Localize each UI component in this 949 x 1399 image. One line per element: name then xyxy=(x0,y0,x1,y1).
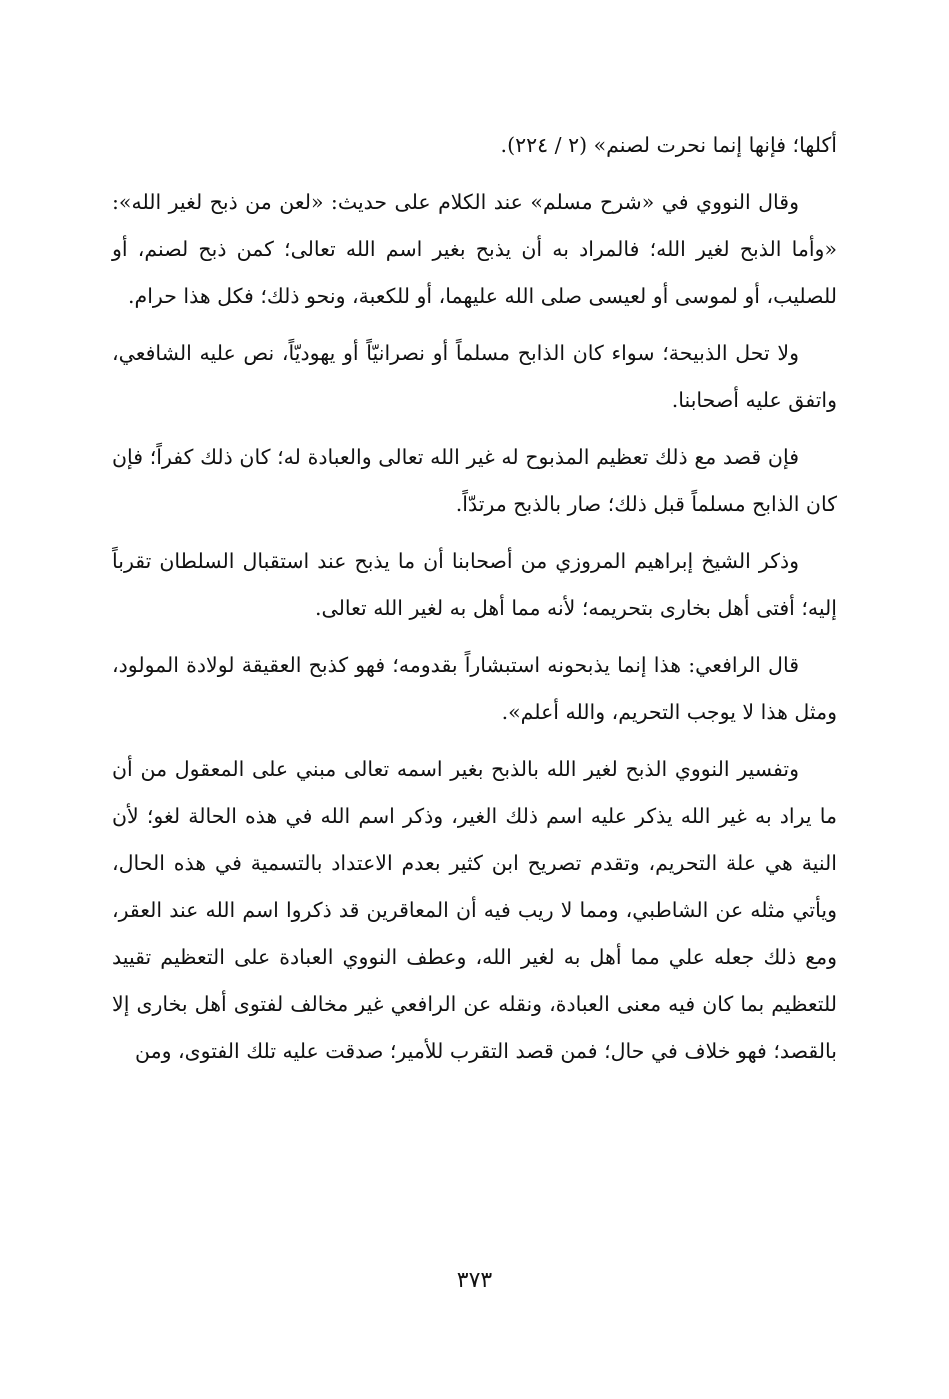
paragraph-3: ولا تحل الذبيحة؛ سواء كان الذابح مسلماً أو نصرانيّاً أو يهوديّاً، نص عليه الشافعي، واتفق عليه أصحابنا. xyxy=(112,341,837,412)
page-number: ٣٧٣ xyxy=(456,1268,493,1293)
paragraph-5: وذكر الشيخ إبراهيم المروزي من أصحابنا أن ما يذبح عند استقبال السلطان تقرباً إليه؛ أفتى أهل بخارى بتحريمه؛ لأنه مما أهل به لغير الله تعالى. xyxy=(112,549,837,620)
paragraph-6: قال الرافعي: هذا إنما يذبحونه استبشاراً بقدومه؛ فهو كذبح العقيقة لولادة المولود، ومثل هذا لا يوجب التحريم، والله أعلم». xyxy=(112,653,837,724)
paragraph-4: فإن قصد مع ذلك تعظيم المذبوح له غير الله تعالى والعبادة له؛ كان ذلك كفراً؛ فإن كان الذابح مسلماً قبل ذلك؛ صار بالذبح مرتدّاً. xyxy=(112,445,837,516)
body-text xyxy=(112,122,837,1085)
paragraph-7: وتفسير النووي الذبح لغير الله بالذبح بغير اسمه تعالى مبني على المعقول من أن ما يراد به غير الله يذكر عليه اسم ذلك الغير، وذكر اسم الله في هذه الحالة لغو؛ لأن النية هي علة التحريم، وتقدم تصريح ابن كثير بعدم الاعتداد بالتسمية في هذه الحال، ويأتي مثله عن الشاطبي، ومما لا ريب فيه أن المعاقرين قد ذكروا اسم الله عند العقر، ومع ذلك جعله علي مما أهل به لغير الله، وعطف النووي العبادة على التعظيم تقييد للتعظيم بما كان فيه معنى العبادة، ونقله عن الرافعي غير مخالف لفتوى أهل بخارى إلا بالقصد؛ فهو خلاف في حال؛ فمن قصد التقرب للأمير؛ صدقت عليه تلك الفتوى، ومن xyxy=(112,757,837,1063)
paragraph-2: وقال النووي في «شرح مسلم» عند الكلام على حديث: «لعن من ذبح لغير الله»: «وأما الذبح لغير الله؛ فالمراد به أن يذبح بغير اسم الله تعالى؛ كمن ذبح لصنم، أو للصليب، أو لموسى أو لعيسى صلى الله عليهما، أو للكعبة، ونحو ذلك؛ فكل هذا حرام. xyxy=(112,190,837,308)
paragraph-1: أكلها؛ فإنها إنما نحرت لصنم» (٢ / ٢٢٤). xyxy=(500,133,837,157)
